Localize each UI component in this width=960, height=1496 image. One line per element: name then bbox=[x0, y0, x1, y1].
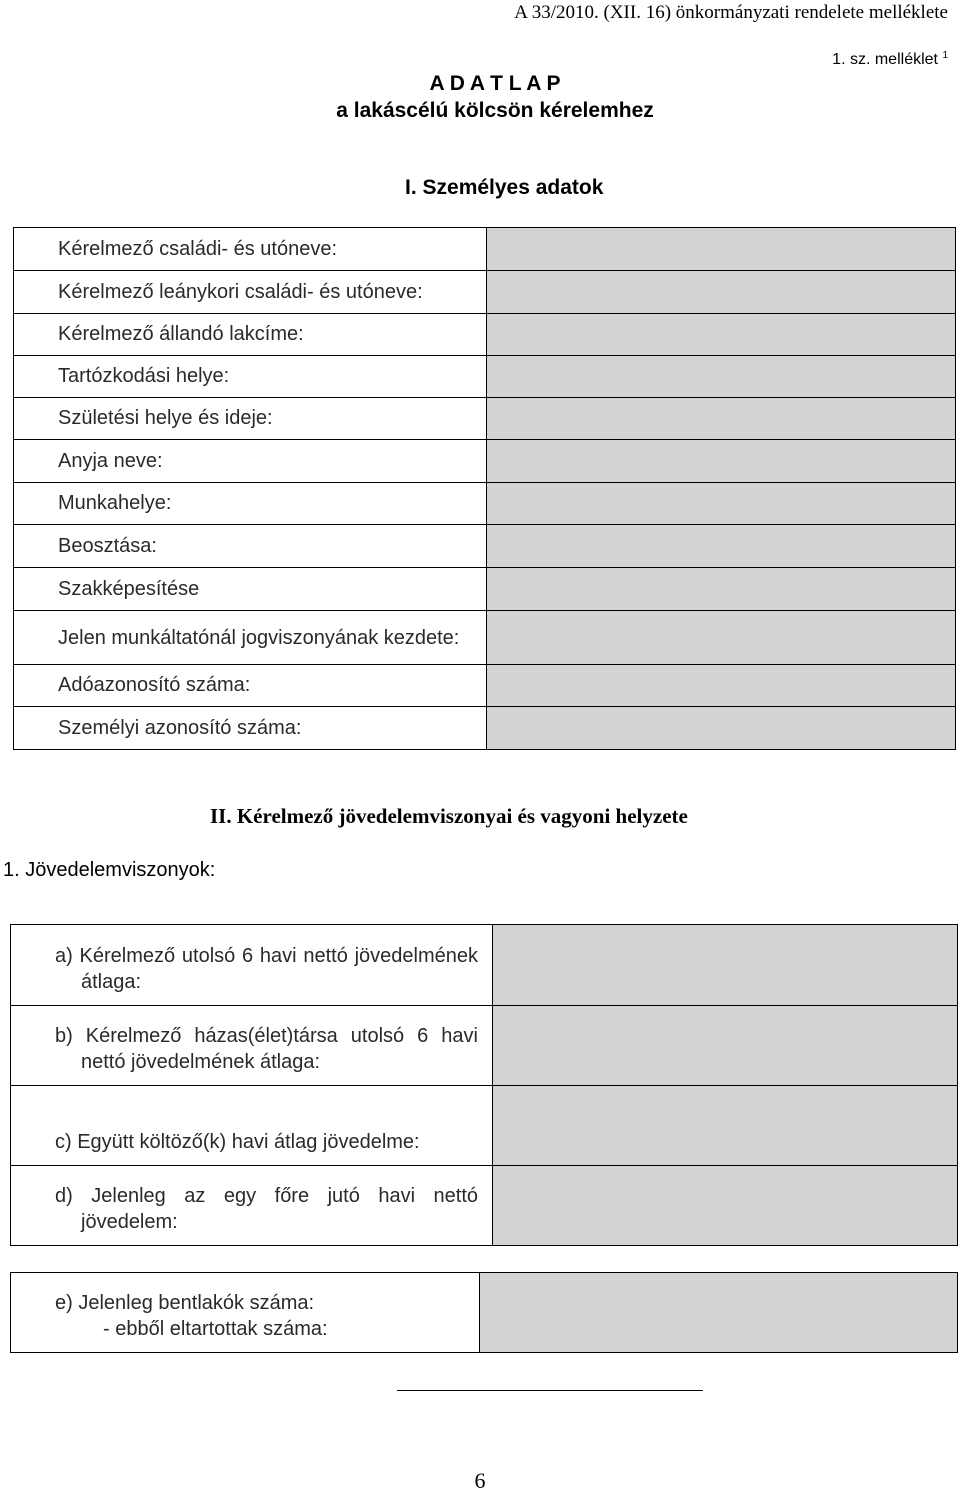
field-label: Anyja neve: bbox=[14, 440, 487, 483]
income-label-text: d) Jelenleg az egy főre jutó havi nettó jövedelem: bbox=[55, 1185, 478, 1233]
annex-label bbox=[832, 50, 948, 69]
field-input-name[interactable] bbox=[487, 228, 956, 271]
income-table bbox=[10, 924, 958, 1246]
income-label bbox=[11, 1166, 493, 1246]
field-input-workplace[interactable] bbox=[487, 483, 956, 525]
household-label-residents: e) Jelenleg bentlakók száma: bbox=[55, 1292, 315, 1314]
form-title-line2: a lakáscélú kölcsön kérelemhez bbox=[336, 99, 654, 122]
income-label bbox=[11, 925, 493, 1006]
household-input[interactable] bbox=[480, 1273, 958, 1353]
field-label: Kérelmező családi- és utóneve: bbox=[14, 228, 487, 271]
income-label-text: a) Kérelmező utolsó 6 havi nettó jövedelmének átlaga: bbox=[55, 945, 478, 993]
field-label: Szakképesítése bbox=[14, 568, 487, 611]
household-label bbox=[11, 1273, 480, 1353]
field-input-birth-place-date[interactable] bbox=[487, 398, 956, 440]
income-subheading: 1. Jövedelemviszonyok: bbox=[3, 859, 216, 881]
income-label-text: c) Együtt költöző(k) havi átlag jövedelme: bbox=[55, 1131, 420, 1153]
field-label: Jelen munkáltatónál jogviszonyának kezdete: bbox=[14, 611, 487, 665]
income-input-per-capita[interactable] bbox=[493, 1166, 958, 1246]
table-row bbox=[14, 228, 956, 271]
field-label: Munkahelye: bbox=[14, 483, 487, 525]
table-row bbox=[14, 398, 956, 440]
table-row bbox=[14, 665, 956, 707]
table-row bbox=[14, 568, 956, 611]
footnote-mark: 1 bbox=[942, 50, 948, 61]
income-label-text: b) Kérelmező házas(élet)társa utolsó 6 havi nettó jövedelmének átlaga: bbox=[55, 1025, 478, 1073]
field-label: Kérelmező leánykori családi- és utóneve: bbox=[14, 271, 487, 314]
field-input-position[interactable] bbox=[487, 525, 956, 568]
table-row bbox=[14, 314, 956, 356]
field-input-mother-name[interactable] bbox=[487, 440, 956, 483]
income-input-applicant[interactable] bbox=[493, 925, 958, 1006]
field-label: Adóazonosító száma: bbox=[14, 665, 487, 707]
table-row bbox=[11, 1273, 958, 1353]
field-input-employment-start[interactable] bbox=[487, 611, 956, 665]
personal-data-table bbox=[13, 227, 956, 750]
field-label: Születési helye és ideje: bbox=[14, 398, 487, 440]
table-row bbox=[11, 1006, 958, 1086]
income-label bbox=[11, 1086, 493, 1166]
field-input-personal-id[interactable] bbox=[487, 707, 956, 750]
field-label: Kérelmező állandó lakcíme: bbox=[14, 314, 487, 356]
form-title-line1: A D A T L A P bbox=[429, 72, 561, 95]
table-row bbox=[14, 271, 956, 314]
field-input-qualification[interactable] bbox=[487, 568, 956, 611]
field-label: Beosztása: bbox=[14, 525, 487, 568]
table-row bbox=[14, 483, 956, 525]
ordinance-reference: A 33/2010. (XII. 16) önkormányzati rendelete melléklete bbox=[514, 2, 948, 23]
household-label-dependents: - ebből eltartottak száma: bbox=[103, 1318, 328, 1340]
household-table bbox=[10, 1272, 958, 1353]
footnote-separator bbox=[397, 1390, 703, 1391]
field-input-tax-id[interactable] bbox=[487, 665, 956, 707]
section-personal-heading: I. Személyes adatok bbox=[405, 176, 604, 199]
table-row bbox=[14, 356, 956, 398]
income-input-co-movers[interactable] bbox=[493, 1086, 958, 1166]
table-row bbox=[11, 1086, 958, 1166]
field-input-permanent-address[interactable] bbox=[487, 314, 956, 356]
table-row bbox=[14, 525, 956, 568]
page-number: 6 bbox=[474, 1468, 486, 1493]
field-input-residence[interactable] bbox=[487, 356, 956, 398]
section-income-heading: II. Kérelmező jövedelemviszonyai és vagyoni helyzete bbox=[210, 804, 688, 828]
form-title bbox=[322, 70, 668, 124]
field-label: Tartózkodási helye: bbox=[14, 356, 487, 398]
income-input-spouse[interactable] bbox=[493, 1006, 958, 1086]
table-row bbox=[14, 611, 956, 665]
field-input-maiden-name[interactable] bbox=[487, 271, 956, 314]
table-row bbox=[11, 1166, 958, 1246]
field-label: Személyi azonosító száma: bbox=[14, 707, 487, 750]
income-label bbox=[11, 1006, 493, 1086]
annex-label-text: 1. sz. melléklet bbox=[832, 51, 938, 68]
table-row bbox=[14, 440, 956, 483]
table-row bbox=[11, 925, 958, 1006]
table-row bbox=[14, 707, 956, 750]
